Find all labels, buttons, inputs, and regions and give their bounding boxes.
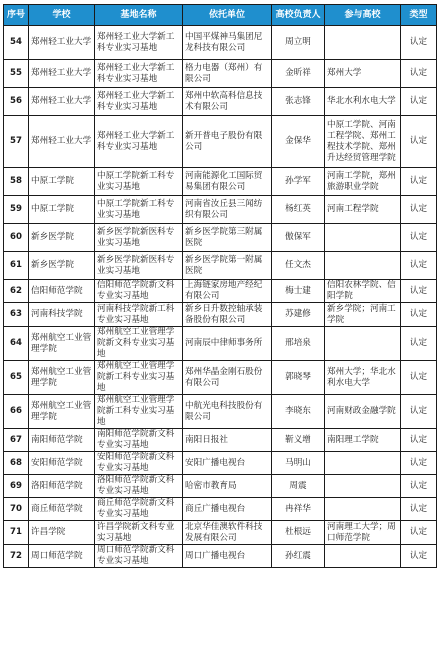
row-partners: 郑州大学；华北水利水电大学	[325, 361, 401, 395]
row-partners	[325, 224, 401, 252]
row-index: 69	[4, 475, 29, 498]
table-row	[4, 475, 437, 498]
row-leader: 梅士建	[272, 280, 325, 303]
row-school: 洛阳师范学院	[29, 475, 95, 498]
row-index: 56	[4, 88, 29, 116]
row-host-unit: 新乡医学院第一附属医院	[183, 252, 272, 280]
header-cell-type: 类型	[401, 5, 437, 26]
row-base-name: 许昌学院新文科专业实习基地	[95, 521, 183, 545]
table-row	[4, 327, 437, 361]
row-partners	[325, 452, 401, 475]
row-index: 55	[4, 60, 29, 88]
header-cell-host-unit: 依托单位	[183, 5, 272, 26]
row-host-unit: 商丘广播电视台	[183, 498, 272, 521]
row-host-unit: 中航光电科技股份有限公司	[183, 395, 272, 429]
row-school: 商丘师范学院	[29, 498, 95, 521]
row-leader: 靳义增	[272, 429, 325, 452]
row-school: 中原工学院	[29, 196, 95, 224]
row-partners: 新乡学院；河南工学院	[325, 303, 401, 327]
row-index: 71	[4, 521, 29, 545]
row-base-name: 中原工学院新工科专业实习基地	[95, 196, 183, 224]
row-host-unit: 新乡医学院第三附属医院	[183, 224, 272, 252]
row-school: 南阳师范学院	[29, 429, 95, 452]
row-base-name: 信阳师范学院新文科专业实习基地	[95, 280, 183, 303]
row-school: 郑州航空工业管理学院	[29, 395, 95, 429]
row-base-name: 商丘师范学院新文科专业实习基地	[95, 498, 183, 521]
row-base-name: 郑州航空工业管理学院新文科专业实习基地	[95, 327, 183, 361]
row-host-unit: 上海链家房地产经纪有限公司	[183, 280, 272, 303]
row-type: 认定	[401, 521, 437, 545]
row-type: 认定	[401, 60, 437, 88]
row-type: 认定	[401, 429, 437, 452]
row-partners	[325, 252, 401, 280]
row-index: 59	[4, 196, 29, 224]
row-school: 周口师范学院	[29, 545, 95, 568]
row-base-name: 周口师范学院新文科专业实习基地	[95, 545, 183, 568]
row-base-name: 郑州轻工业大学新工科专业实习基地	[95, 60, 183, 88]
row-host-unit: 周口广播电视台	[183, 545, 272, 568]
table-row	[4, 116, 437, 168]
row-leader: 冉祥华	[272, 498, 325, 521]
row-leader: 苏建修	[272, 303, 325, 327]
row-base-name: 新乡医学院新医科专业实习基地	[95, 224, 183, 252]
row-index: 62	[4, 280, 29, 303]
row-leader: 邢培泉	[272, 327, 325, 361]
row-index: 57	[4, 116, 29, 168]
row-index: 54	[4, 26, 29, 60]
row-leader: 周震	[272, 475, 325, 498]
row-type: 认定	[401, 280, 437, 303]
row-host-unit: 郑州中软高科信息技术有限公司	[183, 88, 272, 116]
row-host-unit: 河南能源化工国际贸易集团有限公司	[183, 168, 272, 196]
row-host-unit: 北京华佳澳软件科技发展有限公司	[183, 521, 272, 545]
row-type: 认定	[401, 116, 437, 168]
row-base-name: 河南科技学院新工科专业实习基地	[95, 303, 183, 327]
row-base-name: 安阳师范学院新文科专业实习基地	[95, 452, 183, 475]
row-index: 63	[4, 303, 29, 327]
table-row	[4, 60, 437, 88]
row-leader: 金保华	[272, 116, 325, 168]
row-host-unit: 格力电器（郑州）有限公司	[183, 60, 272, 88]
row-type: 认定	[401, 452, 437, 475]
row-partners: 中原工学院、河南工程学院、郑州工程技术学院、郑州升达经贸管理学院	[325, 116, 401, 168]
row-base-name: 郑州轻工业大学新工科专业实习基地	[95, 116, 183, 168]
row-host-unit: 新乡日升数控轴承装备股份有限公司	[183, 303, 272, 327]
row-partners: 河南理工大学；周口师范学院	[325, 521, 401, 545]
row-type: 认定	[401, 475, 437, 498]
row-school: 许昌学院	[29, 521, 95, 545]
row-school: 郑州轻工业大学	[29, 116, 95, 168]
row-school: 郑州轻工业大学	[29, 88, 95, 116]
row-base-name: 洛阳师范学院新文科专业实习基地	[95, 475, 183, 498]
row-school: 郑州航空工业管理学院	[29, 361, 95, 395]
row-leader: 孙红震	[272, 545, 325, 568]
row-partners: 华北水利水电大学	[325, 88, 401, 116]
row-type: 认定	[401, 545, 437, 568]
row-type: 认定	[401, 327, 437, 361]
row-index: 64	[4, 327, 29, 361]
row-type: 认定	[401, 26, 437, 60]
row-index: 58	[4, 168, 29, 196]
table-row	[4, 452, 437, 475]
row-school: 安阳师范学院	[29, 452, 95, 475]
row-school: 河南科技学院	[29, 303, 95, 327]
row-base-name: 中原工学院新工科专业实习基地	[95, 168, 183, 196]
row-index: 67	[4, 429, 29, 452]
row-type: 认定	[401, 88, 437, 116]
row-type: 认定	[401, 196, 437, 224]
row-school: 信阳师范学院	[29, 280, 95, 303]
header-cell-leader: 高校负责人	[272, 5, 325, 26]
row-index: 70	[4, 498, 29, 521]
row-leader: 李晓东	[272, 395, 325, 429]
row-leader: 周立明	[272, 26, 325, 60]
table-row	[4, 429, 437, 452]
header-cell-school: 学校	[29, 5, 95, 26]
table-row	[4, 361, 437, 395]
table-row	[4, 521, 437, 545]
row-base-name: 新乡医学院新医科专业实习基地	[95, 252, 183, 280]
table-row	[4, 545, 437, 568]
row-partners: 南阳理工学院	[325, 429, 401, 452]
row-school: 郑州轻工业大学	[29, 60, 95, 88]
row-school: 新乡医学院	[29, 224, 95, 252]
row-partners: 河南工学院，郑州旅游职业学院	[325, 168, 401, 196]
row-partners: 郑州大学	[325, 60, 401, 88]
row-partners	[325, 498, 401, 521]
row-host-unit: 河南辰中律师事务所	[183, 327, 272, 361]
row-type: 认定	[401, 395, 437, 429]
row-partners: 河南工程学院	[325, 196, 401, 224]
row-school: 郑州轻工业大学	[29, 26, 95, 60]
row-index: 68	[4, 452, 29, 475]
row-host-unit: 郑州华晶金刚石股份有限公司	[183, 361, 272, 395]
row-base-name: 郑州轻工业大学新工科专业实习基地	[95, 88, 183, 116]
practice-base-table	[3, 4, 437, 568]
row-type: 认定	[401, 303, 437, 327]
table-row	[4, 252, 437, 280]
table-header-row	[4, 5, 437, 26]
row-leader: 郭晓琴	[272, 361, 325, 395]
table-row	[4, 26, 437, 60]
row-partners	[325, 545, 401, 568]
row-type: 认定	[401, 224, 437, 252]
row-partners: 河南财政金融学院	[325, 395, 401, 429]
row-school: 郑州航空工业管理学院	[29, 327, 95, 361]
row-school: 中原工学院	[29, 168, 95, 196]
table-row	[4, 224, 437, 252]
row-type: 认定	[401, 168, 437, 196]
row-partners	[325, 475, 401, 498]
table-row	[4, 280, 437, 303]
row-leader: 张志锋	[272, 88, 325, 116]
row-index: 61	[4, 252, 29, 280]
row-index: 60	[4, 224, 29, 252]
row-host-unit: 新开普电子股份有限公司	[183, 116, 272, 168]
row-leader: 金昕祥	[272, 60, 325, 88]
row-host-unit: 中国平煤神马集团尼龙科技有限公司	[183, 26, 272, 60]
row-partners	[325, 327, 401, 361]
row-type: 认定	[401, 252, 437, 280]
row-leader: 杜根远	[272, 521, 325, 545]
header-cell-base-name: 基地名称	[95, 5, 183, 26]
row-host-unit: 哈密市教育局	[183, 475, 272, 498]
table-row	[4, 88, 437, 116]
row-host-unit: 南阳日报社	[183, 429, 272, 452]
row-host-unit: 安阳广播电视台	[183, 452, 272, 475]
row-base-name: 郑州航空工业管理学院新工科专业实习基地	[95, 395, 183, 429]
document-page	[3, 4, 436, 656]
row-school: 新乡医学院	[29, 252, 95, 280]
row-base-name: 南阳师范学院新文科专业实习基地	[95, 429, 183, 452]
row-partners: 信阳农林学院、信阳学院	[325, 280, 401, 303]
row-type: 认定	[401, 498, 437, 521]
table-row	[4, 168, 437, 196]
row-host-unit: 河南省汝丘县三闻纺织有限公司	[183, 196, 272, 224]
table-row	[4, 498, 437, 521]
row-index: 72	[4, 545, 29, 568]
row-leader: 任文杰	[272, 252, 325, 280]
header-cell-partners: 参与高校	[325, 5, 401, 26]
row-index: 65	[4, 361, 29, 395]
row-index: 66	[4, 395, 29, 429]
table-row	[4, 395, 437, 429]
row-partners	[325, 26, 401, 60]
table-row	[4, 196, 437, 224]
row-base-name: 郑州航空工业管理学院新工科专业实习基地	[95, 361, 183, 395]
row-leader: 杨红英	[272, 196, 325, 224]
table-row	[4, 303, 437, 327]
row-base-name: 郑州轻工业大学新工科专业实习基地	[95, 26, 183, 60]
header-cell-index: 序号	[4, 5, 29, 26]
row-leader: 孙学军	[272, 168, 325, 196]
row-leader: 傲保军	[272, 224, 325, 252]
row-leader: 马明山	[272, 452, 325, 475]
row-type: 认定	[401, 361, 437, 395]
